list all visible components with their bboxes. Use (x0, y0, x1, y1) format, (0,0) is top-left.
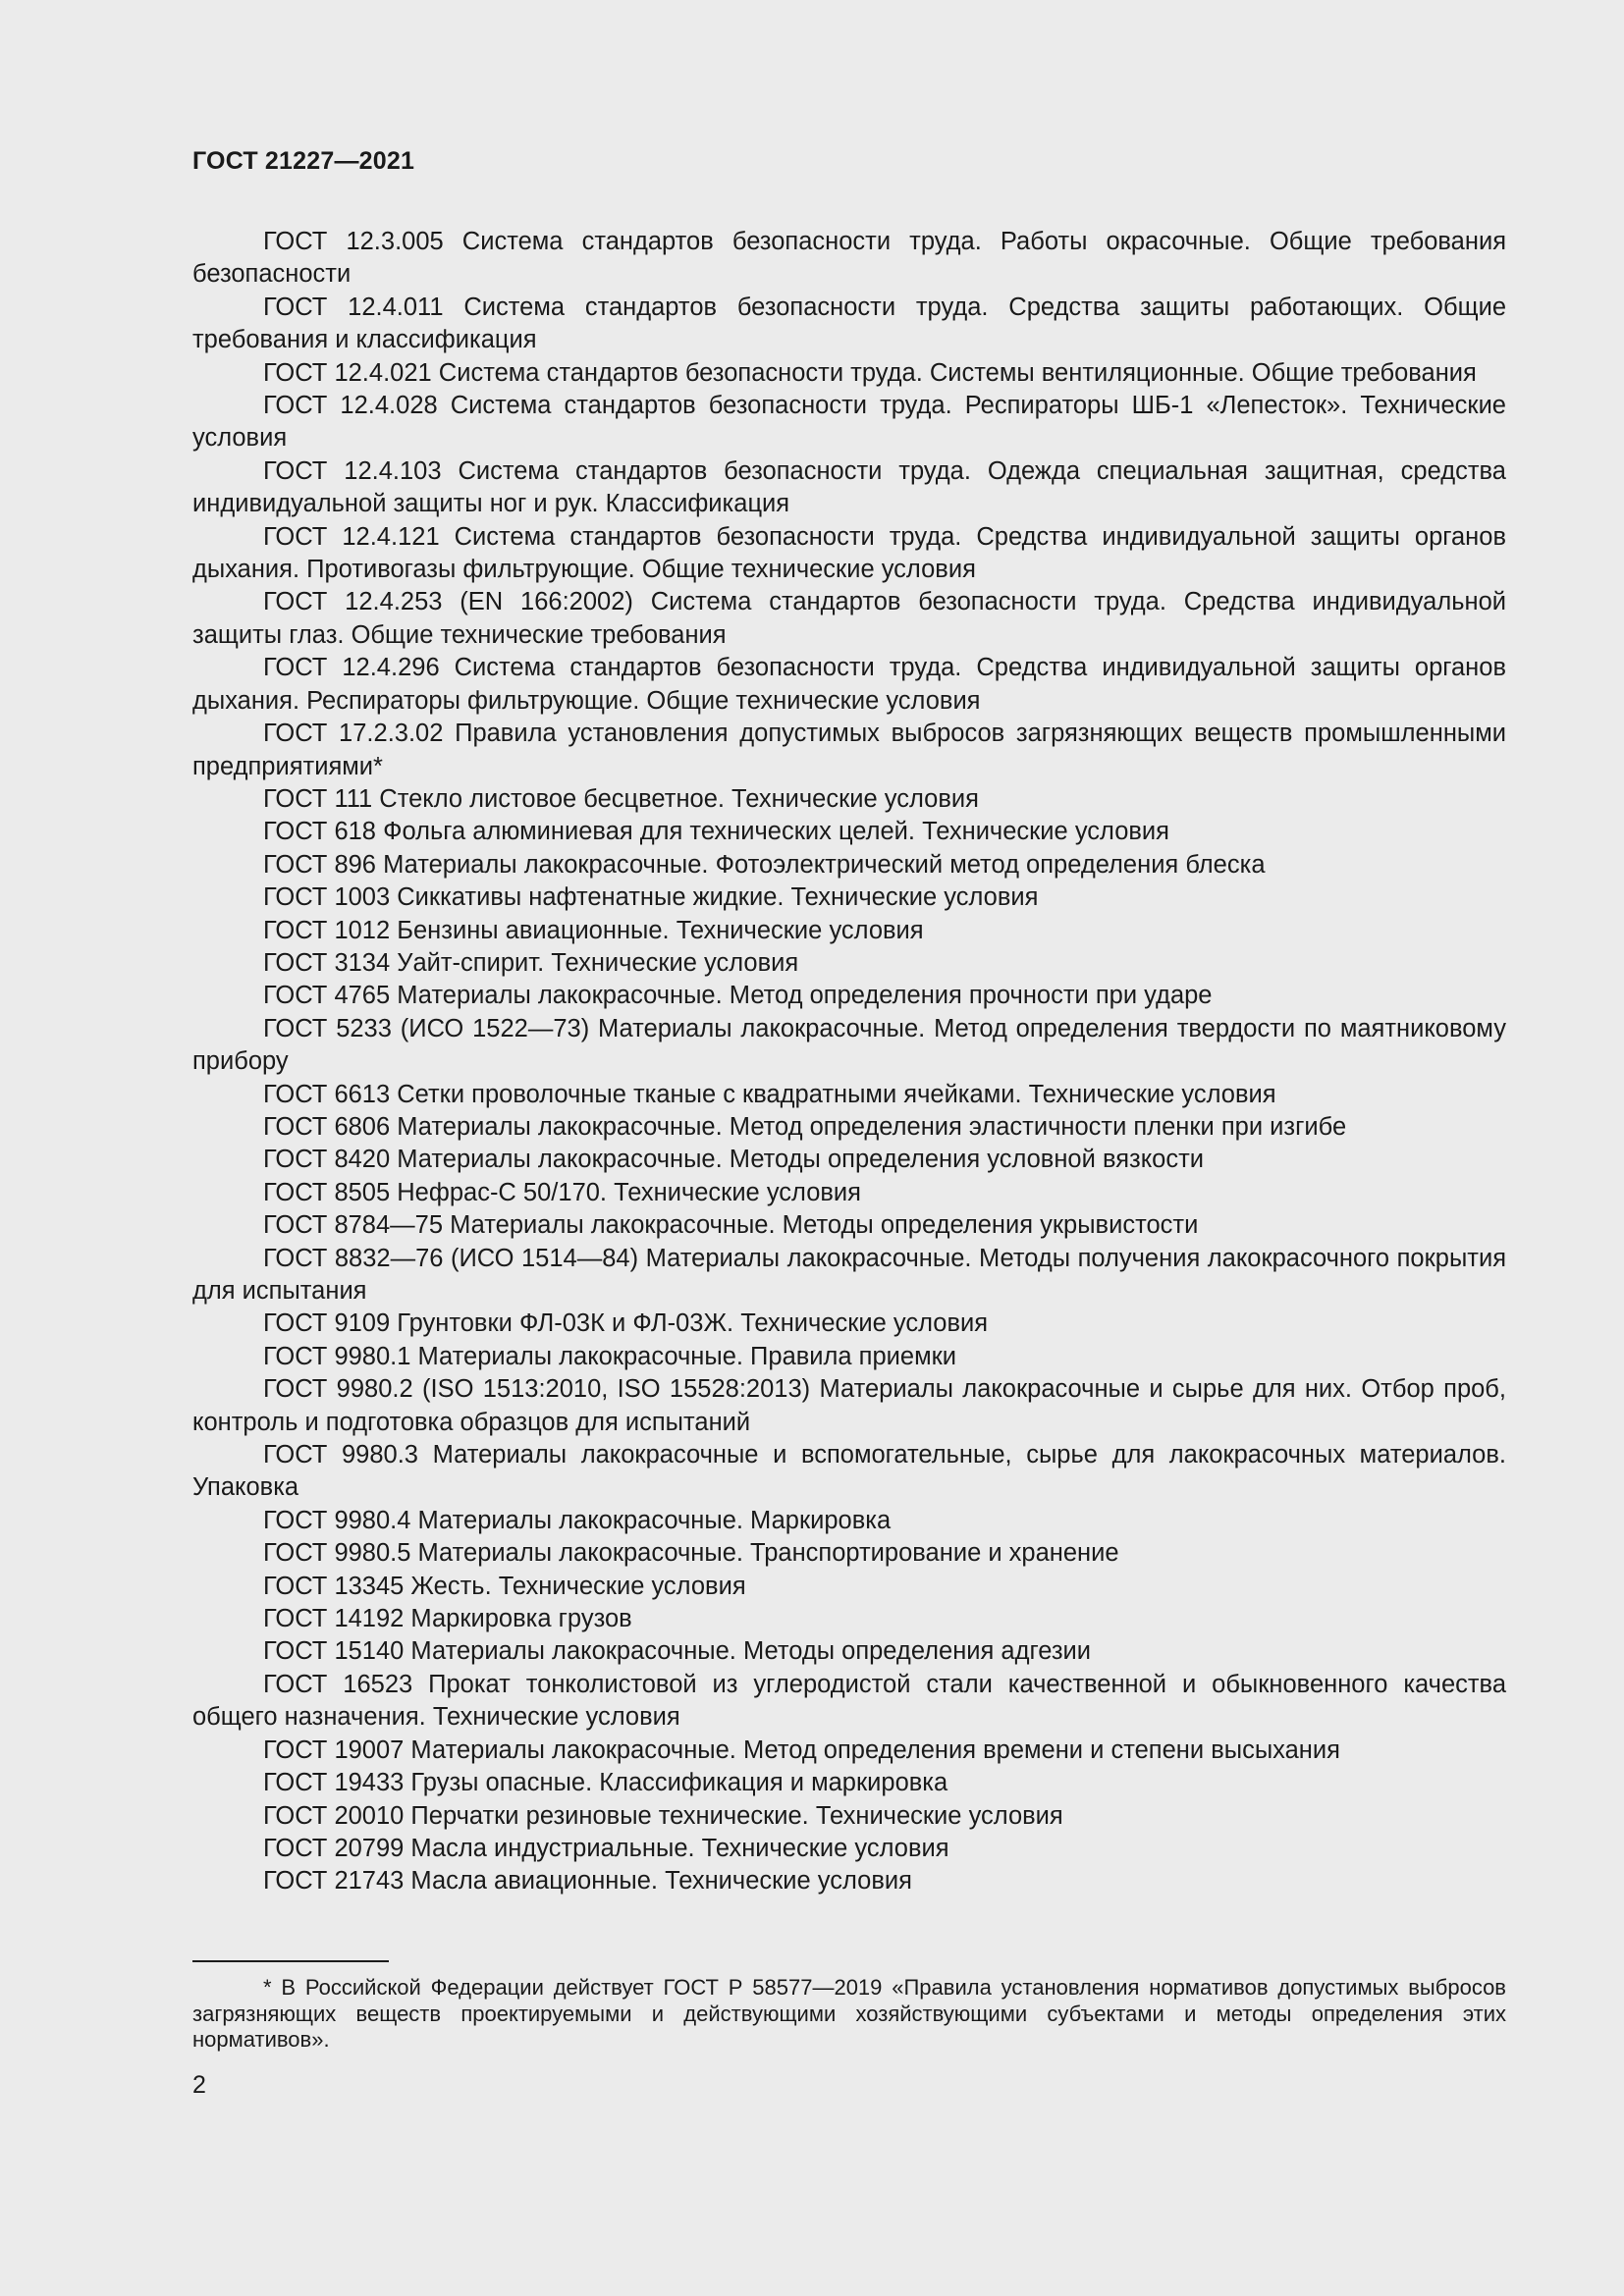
reference-item: ГОСТ 8420 Материалы лакокрасочные. Методы определения условной вязкости (263, 1146, 1205, 1174)
reference-item: ГОСТ 8832—76 (ИСО 1514—84) Материалы лакокрасочные. Методы получения лакокрасочного покрытия для испытания (192, 1244, 1506, 1305)
reference-item: ГОСТ 9109 Грунтовки ФЛ-03К и ФЛ-03Ж. Технические условия (263, 1309, 989, 1338)
footnote: * В Российской Федерации действует ГОСТ Р 58577—2019 «Правила установления нормативов допустимых выбросов загрязняющих веществ проектируемыми и действующими хозяйствующими субъектами и методы определения этих нормативов». (192, 1975, 1506, 2052)
reference-item: ГОСТ 9980.2 (ISO 1513:2010, ISO 15528:2013) Материалы лакокрасочные и сырье для них. Отбор проб, контроль и подготовка образцов для испытаний (192, 1375, 1506, 1436)
reference-item: ГОСТ 1012 Бензины авиационные. Технические условия (263, 916, 924, 944)
reference-item: ГОСТ 4765 Материалы лакокрасочные. Метод определения прочности при ударе (263, 982, 1213, 1010)
reference-item: ГОСТ 20799 Масла индустриальные. Технические условия (263, 1834, 949, 1862)
reference-item: ГОСТ 8505 Нефрас-С 50/170. Технические условия (263, 1178, 861, 1206)
reference-item: ГОСТ 9980.1 Материалы лакокрасочные. Правила приемки (263, 1342, 957, 1370)
reference-item: ГОСТ 12.4.011 Система стандартов безопасности труда. Средства защиты работающих. Общие требования и классификация (192, 293, 1506, 354)
reference-item: ГОСТ 9980.5 Материалы лакокрасочные. Транспортирование и хранение (263, 1539, 1119, 1568)
reference-item: ГОСТ 12.3.005 Система стандартов безопасности труда. Работы окрасочные. Общие требования безопасности (192, 228, 1506, 289)
reference-item: ГОСТ 15140 Материалы лакокрасочные. Методы определения адгезии (263, 1637, 1092, 1666)
reference-item: ГОСТ 618 Фольга алюминиевая для технических целей. Технические условия (263, 818, 1169, 846)
document-header: ГОСТ 21227—2021 (192, 147, 415, 175)
reference-item: ГОСТ 8784—75 Материалы лакокрасочные. Методы определения укрывистости (263, 1211, 1199, 1240)
reference-item: ГОСТ 12.4.103 Система стандартов безопасности труда. Одежда специальная защитная, средства индивидуальной защиты ног и рук. Классификация (192, 456, 1506, 518)
normative-references-list (192, 226, 1506, 1898)
reference-item: ГОСТ 12.4.021 Система стандартов безопасности труда. Системы вентиляционные. Общие требования (263, 358, 1477, 387)
reference-item: ГОСТ 13345 Жесть. Технические условия (263, 1572, 746, 1600)
reference-item: ГОСТ 12.4.028 Система стандартов безопасности труда. Респираторы ШБ-1 «Лепесток». Технические условия (192, 392, 1506, 453)
reference-item: ГОСТ 5233 (ИСО 1522—73) Материалы лакокрасочные. Метод определения твердости по маятниковому прибору (192, 1014, 1506, 1076)
reference-item: ГОСТ 12.4.296 Система стандартов безопасности труда. Средства индивидуальной защиты органов дыхания. Респираторы фильтрующие. Общие технические условия (192, 654, 1506, 715)
reference-item: ГОСТ 21743 Масла авиационные. Технические условия (263, 1867, 912, 1896)
page-number: 2 (192, 2071, 206, 2099)
reference-item: ГОСТ 6806 Материалы лакокрасочные. Метод определения эластичности пленки при изгибе (263, 1112, 1347, 1141)
reference-item: ГОСТ 17.2.3.02 Правила установления допустимых выбросов загрязняющих веществ промышленными предприятиями* (192, 720, 1506, 780)
reference-item: ГОСТ 20010 Перчатки резиновые технические. Технические условия (263, 1801, 1063, 1830)
reference-item: ГОСТ 19007 Материалы лакокрасочные. Метод определения времени и степени высыхания (263, 1735, 1340, 1764)
reference-item: ГОСТ 9980.4 Материалы лакокрасочные. Маркировка (263, 1506, 892, 1534)
reference-item: ГОСТ 12.4.253 (EN 166:2002) Система стандартов безопасности труда. Средства индивидуальной защиты глаз. Общие технические требования (192, 588, 1506, 649)
reference-item: ГОСТ 14192 Маркировка грузов (263, 1605, 632, 1633)
reference-item: ГОСТ 3134 Уайт-спирит. Технические условия (263, 948, 799, 977)
reference-item: ГОСТ 1003 Сиккативы нафтенатные жидкие. Технические условия (263, 883, 1039, 912)
reference-item: ГОСТ 111 Стекло листовое бесцветное. Технические условия (263, 784, 979, 813)
reference-item: ГОСТ 896 Материалы лакокрасочные. Фотоэлектрический метод определения блеска (263, 850, 1266, 879)
reference-item: ГОСТ 9980.3 Материалы лакокрасочные и вспомогательные, сырье для лакокрасочных материалов. Упаковка (192, 1441, 1506, 1502)
footnote-separator (192, 1960, 389, 1962)
reference-item: ГОСТ 12.4.121 Система стандартов безопасности труда. Средства индивидуальной защиты органов дыхания. Противогазы фильтрующие. Общие технические условия (192, 522, 1506, 584)
reference-item: ГОСТ 16523 Прокат тонколистовой из углеродистой стали качественной и обыкновенного качества общего назначения. Технические условия (192, 1670, 1506, 1732)
reference-item: ГОСТ 19433 Грузы опасные. Классификация и маркировка (263, 1769, 948, 1797)
reference-item: ГОСТ 6613 Сетки проволочные тканые с квадратными ячейками. Технические условия (263, 1080, 1276, 1108)
